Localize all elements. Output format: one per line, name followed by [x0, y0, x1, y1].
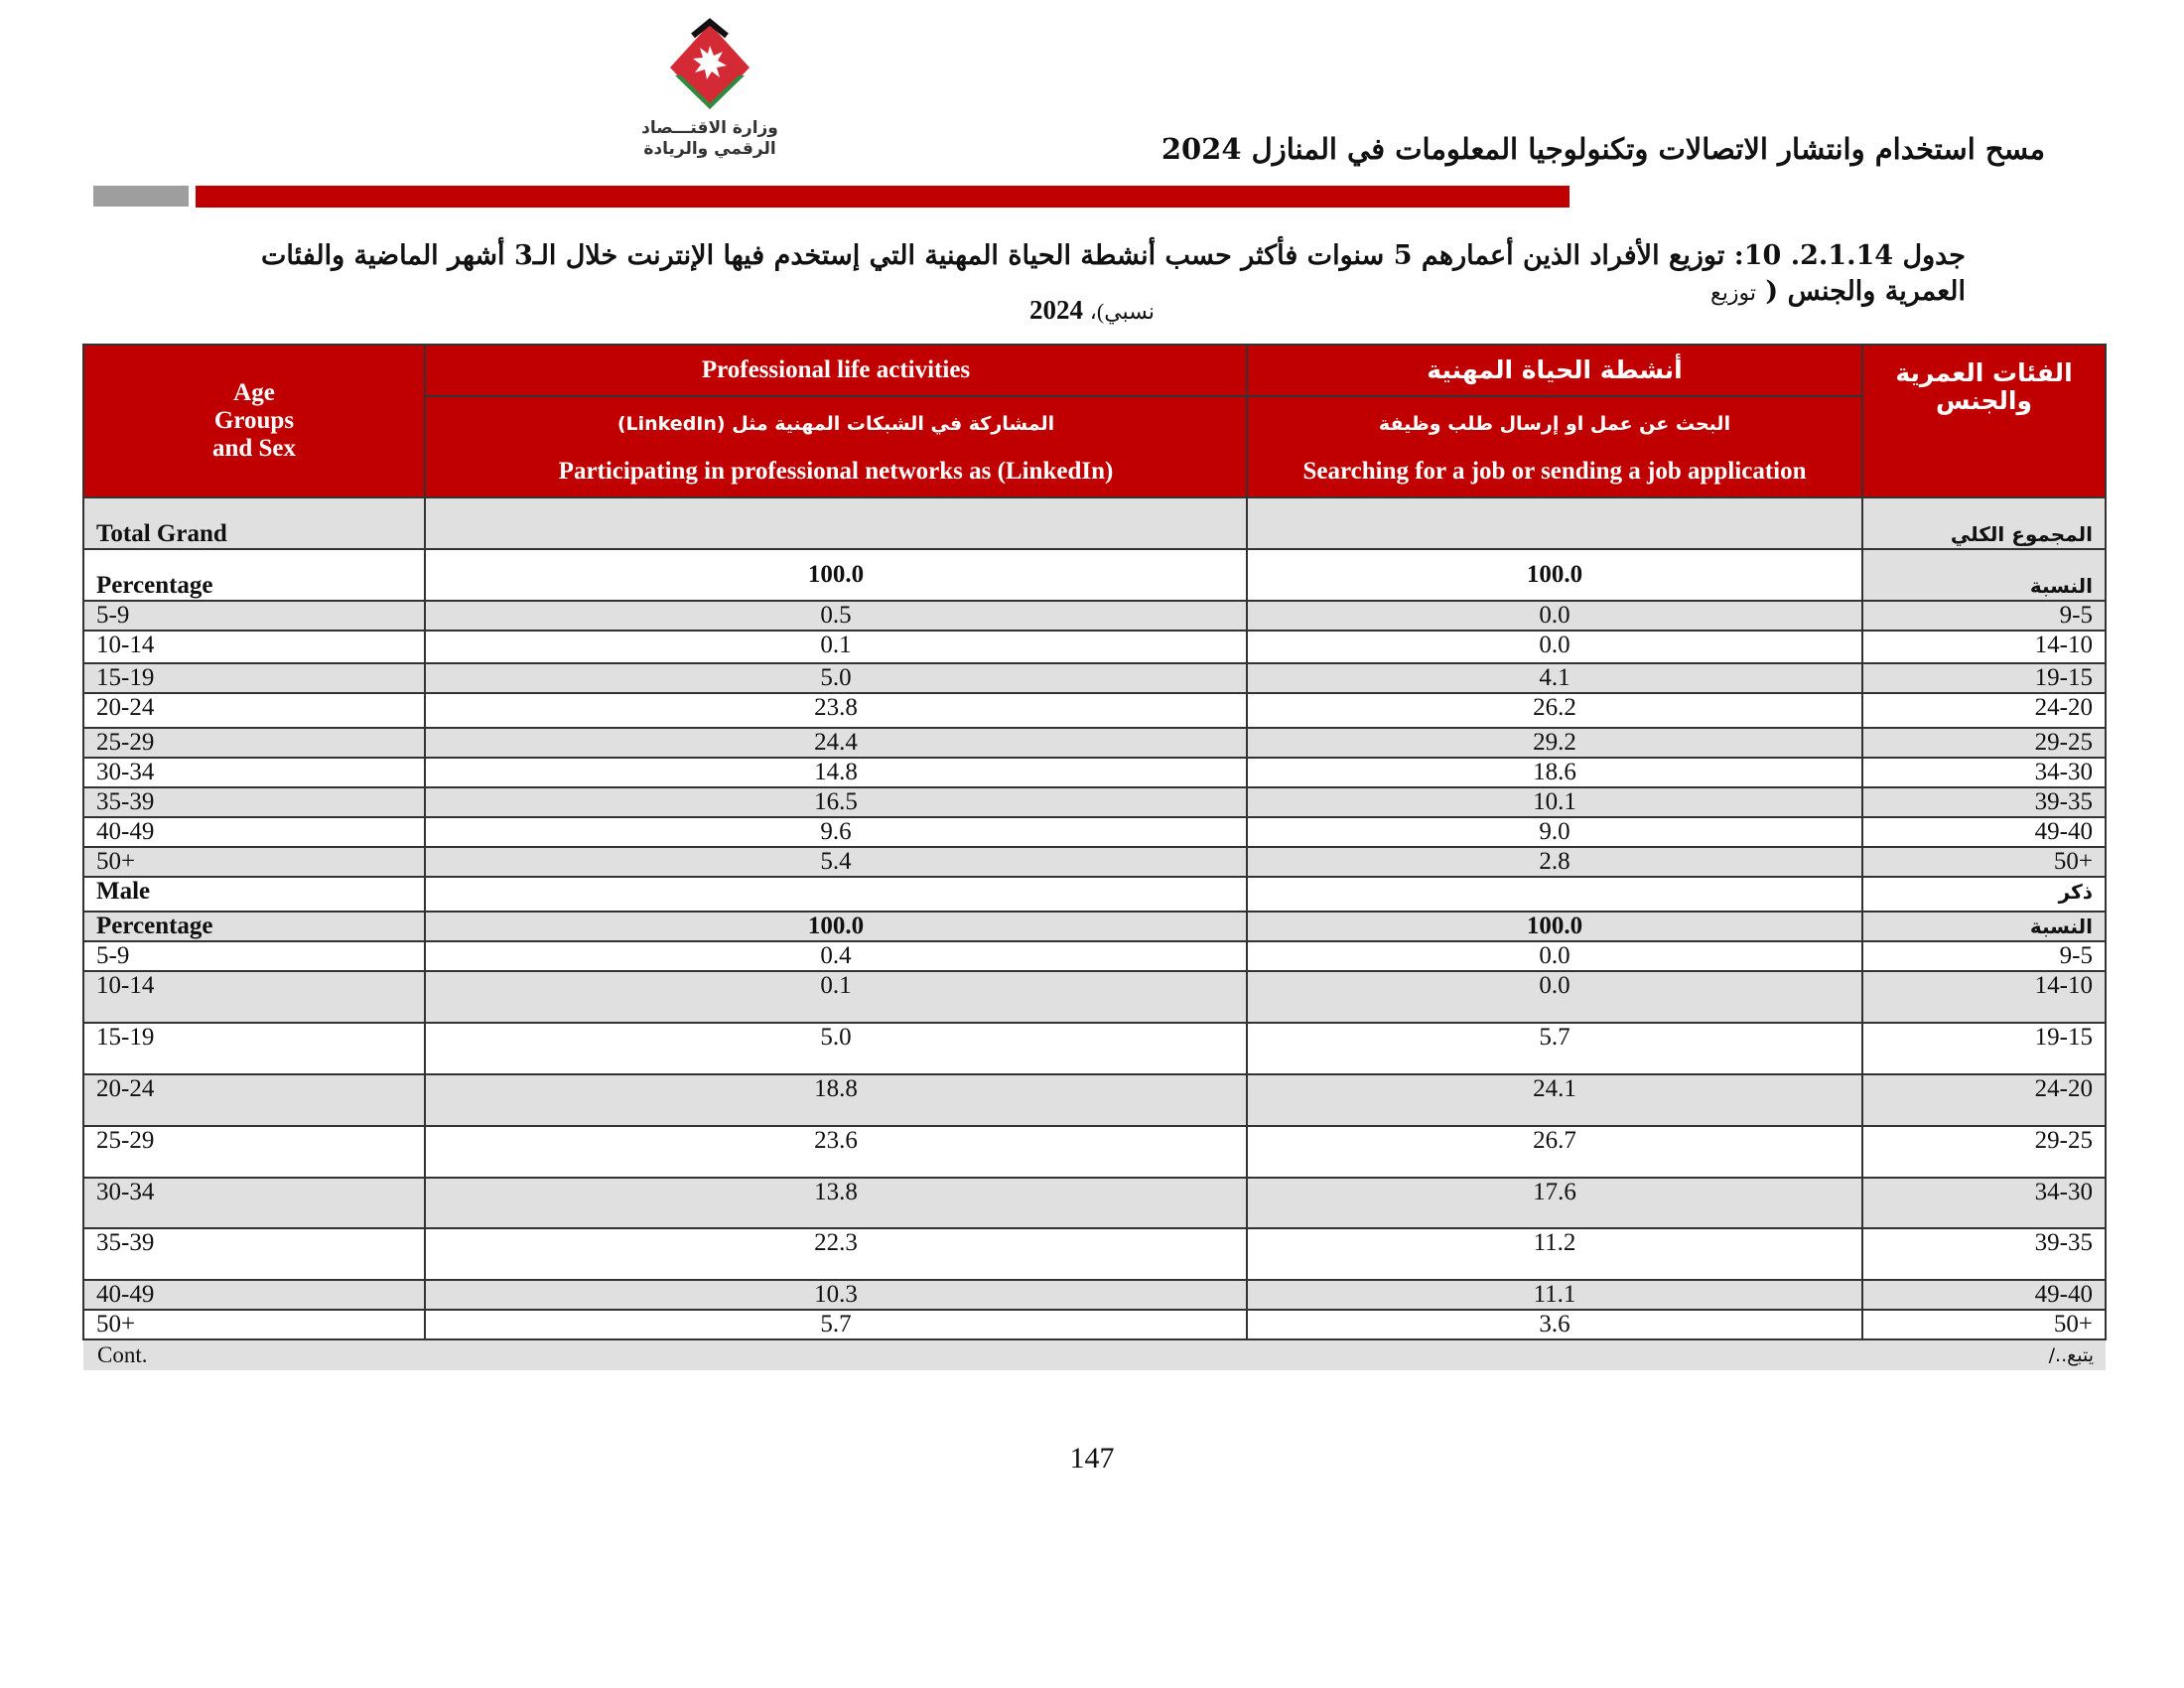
age-ar: +50: [1862, 847, 2106, 877]
age-en: 50+: [83, 1310, 425, 1339]
value-job-search: 0.0: [1247, 971, 1862, 1023]
value-networks: 5.0: [425, 663, 1247, 693]
age-ar: 24-20: [1862, 693, 2106, 728]
value-job-search: 9.0: [1247, 817, 1862, 847]
header-age-line1: Age: [233, 379, 275, 406]
table-title-line2: [0, 295, 2184, 326]
logo-text-line2: الرقمي والريادة: [643, 139, 776, 159]
header-col-networks-ar: المشاركة في الشبكات المهنية مثل (LinkedIn): [616, 413, 1055, 435]
age-ar: 14-10: [1862, 971, 2106, 1023]
table-row: [83, 847, 2106, 877]
age-ar: 9-5: [1862, 941, 2106, 971]
age-ar: 39-35: [1862, 787, 2106, 817]
value-job-search: 18.6: [1247, 758, 1862, 787]
age-en: 30-34: [83, 1178, 425, 1228]
age-en: 5-9: [83, 601, 425, 631]
value-job-search: 0.0: [1247, 601, 1862, 631]
survey-title: مسح استخدام وانتشار الاتصالات وتكنولوجيا المعلومات في المنازل 2024: [1160, 132, 2045, 166]
age-en: 15-19: [83, 1023, 425, 1074]
header-activities-en: Professional life activities: [425, 345, 1247, 396]
age-en: 40-49: [83, 1280, 425, 1310]
section-label-en: Male: [83, 877, 425, 912]
table-row: [83, 941, 2106, 971]
age-en: 10-14: [83, 971, 425, 1023]
table-row: [83, 817, 2106, 847]
continued-label-en: Cont.: [83, 1339, 1247, 1370]
value-networks: 5.7: [425, 1310, 1247, 1339]
percentage-col2: 100.0: [1247, 549, 1862, 601]
value-networks: 0.5: [425, 601, 1247, 631]
value-job-search: 24.1: [1247, 1074, 1862, 1126]
age-en: 40-49: [83, 817, 425, 847]
value-job-search: 5.7: [1247, 1023, 1862, 1074]
continued-row: [83, 1339, 2106, 1370]
table-title-line2-small: نسبي)،: [1089, 299, 1155, 324]
age-en: 15-19: [83, 663, 425, 693]
value-networks: 23.6: [425, 1126, 1247, 1178]
logo-text-line1: وزارة الاقتـــصاد: [641, 118, 778, 138]
value-networks: 5.4: [425, 847, 1247, 877]
age-ar: 19-15: [1862, 1023, 2106, 1074]
age-ar: 29-25: [1862, 1126, 2106, 1178]
percentage-label-en: Percentage: [83, 549, 425, 601]
continued-label-ar: يتبع../: [1247, 1339, 2106, 1370]
value-job-search: 0.0: [1247, 941, 1862, 971]
value-networks: 9.6: [425, 817, 1247, 847]
value-networks: 16.5: [425, 787, 1247, 817]
table-title-small: توزيع: [1710, 281, 1756, 306]
page-number: 147: [1069, 1442, 1115, 1475]
value-networks: 22.3: [425, 1228, 1247, 1280]
header-age-groups-en: [83, 345, 425, 497]
age-ar: 19-15: [1862, 663, 2106, 693]
section-label-ar: ذكر: [2058, 880, 2093, 904]
age-ar: 24-20: [1862, 1074, 2106, 1126]
percentage-label-ar: النسبة: [2029, 914, 2093, 938]
age-ar: 34-30: [1862, 1178, 2106, 1228]
section-label-en: Total Grand: [83, 497, 425, 549]
header-activities-ar: أنشطة الحياة المهنية: [1247, 345, 1862, 396]
age-en: 25-29: [83, 728, 425, 758]
value-job-search: 26.2: [1247, 693, 1862, 728]
age-en: 20-24: [83, 693, 425, 728]
header-col-job-search-ar: البحث عن عمل او إرسال طلب وظيفة: [1378, 413, 1731, 435]
table-title-year: 2024: [1029, 295, 1084, 325]
value-networks: 10.3: [425, 1280, 1247, 1310]
table-row: [83, 1228, 2106, 1280]
percentage-col1: 100.0: [425, 912, 1247, 941]
age-ar: +50: [1862, 1310, 2106, 1339]
value-networks: 14.8: [425, 758, 1247, 787]
age-ar: 29-25: [1862, 728, 2106, 758]
percentage-col1: 100.0: [425, 549, 1247, 601]
value-networks: 0.4: [425, 941, 1247, 971]
age-en: 30-34: [83, 758, 425, 787]
header-gray-bar: [93, 186, 189, 207]
table-row: [83, 601, 2106, 631]
header-col-networks: [425, 396, 1247, 497]
age-en: 35-39: [83, 787, 425, 817]
table-row: [83, 1310, 2106, 1339]
section-header-row: [83, 877, 2106, 912]
age-ar: 34-30: [1862, 758, 2106, 787]
age-en: 50+: [83, 847, 425, 877]
table-row: [83, 971, 2106, 1023]
value-job-search: 29.2: [1247, 728, 1862, 758]
section-header-row: [83, 497, 2106, 549]
age-en: 5-9: [83, 941, 425, 971]
value-job-search: 17.6: [1247, 1178, 1862, 1228]
value-networks: 18.8: [425, 1074, 1247, 1126]
age-ar: 49-40: [1862, 1280, 2106, 1310]
age-en: 10-14: [83, 631, 425, 663]
header-age-line3: and Sex: [211, 435, 297, 462]
header-red-bar: [196, 186, 1570, 208]
percentage-row: [83, 549, 2106, 601]
value-job-search: 11.1: [1247, 1280, 1862, 1310]
header-col-networks-en: Participating in professional networks as (LinkedIn): [558, 458, 1114, 485]
header-col-job-search-en: Searching for a job or sending a job application: [1302, 458, 1807, 485]
table-row: [83, 1023, 2106, 1074]
table-row: [83, 787, 2106, 817]
value-job-search: 26.7: [1247, 1126, 1862, 1178]
value-job-search: 3.6: [1247, 1310, 1862, 1339]
age-en: 25-29: [83, 1126, 425, 1178]
value-job-search: 0.0: [1247, 631, 1862, 663]
value-job-search: 11.2: [1247, 1228, 1862, 1280]
table-row: [83, 1280, 2106, 1310]
value-networks: 5.0: [425, 1023, 1247, 1074]
value-networks: 0.1: [425, 631, 1247, 663]
age-ar: 39-35: [1862, 1228, 2106, 1280]
table-row: [83, 663, 2106, 693]
table-row: [83, 631, 2106, 663]
value-networks: 0.1: [425, 971, 1247, 1023]
table-row: [83, 1074, 2106, 1126]
value-networks: 13.8: [425, 1178, 1247, 1228]
value-networks: 24.4: [425, 728, 1247, 758]
age-ar: 9-5: [1862, 601, 2106, 631]
age-en: 20-24: [83, 1074, 425, 1126]
age-ar: 49-40: [1862, 817, 2106, 847]
section-label-ar: المجموع الكلي: [1950, 522, 2093, 546]
percentage-label-en: Percentage: [83, 912, 425, 941]
percentage-row: [83, 912, 2106, 941]
table-title-main: جدول 2.1.14. 10: توزيع الأفراد الذين أعمارهم 5 سنوات فأكثر حسب أنشطة الحياة المهنية التي إستخدم فيها الإنترنت خلال الـ3 أشهر الماضية والفئات العمرية والجنس (: [260, 240, 1966, 307]
value-job-search: 10.1: [1247, 787, 1862, 817]
value-networks: 23.8: [425, 693, 1247, 728]
table-row: [83, 728, 2106, 758]
table-row: [83, 758, 2106, 787]
age-ar: 14-10: [1862, 631, 2106, 663]
jordan-emblem-icon: [665, 18, 754, 117]
percentage-col2: 100.0: [1247, 912, 1862, 941]
table-row: [83, 693, 2106, 728]
table-row: [83, 1126, 2106, 1178]
value-job-search: 4.1: [1247, 663, 1862, 693]
data-table: [82, 344, 2107, 1370]
header-age-line2: Groups: [213, 407, 295, 434]
value-job-search: 2.8: [1247, 847, 1862, 877]
percentage-label-ar: النسبة: [2029, 574, 2093, 598]
table-row: [83, 1178, 2106, 1228]
ministry-logo: [635, 18, 784, 162]
header-age-groups-ar: الفئات العمرية والجنس: [1862, 345, 2106, 497]
age-en: 35-39: [83, 1228, 425, 1280]
header-col-job-search: [1247, 396, 1862, 497]
